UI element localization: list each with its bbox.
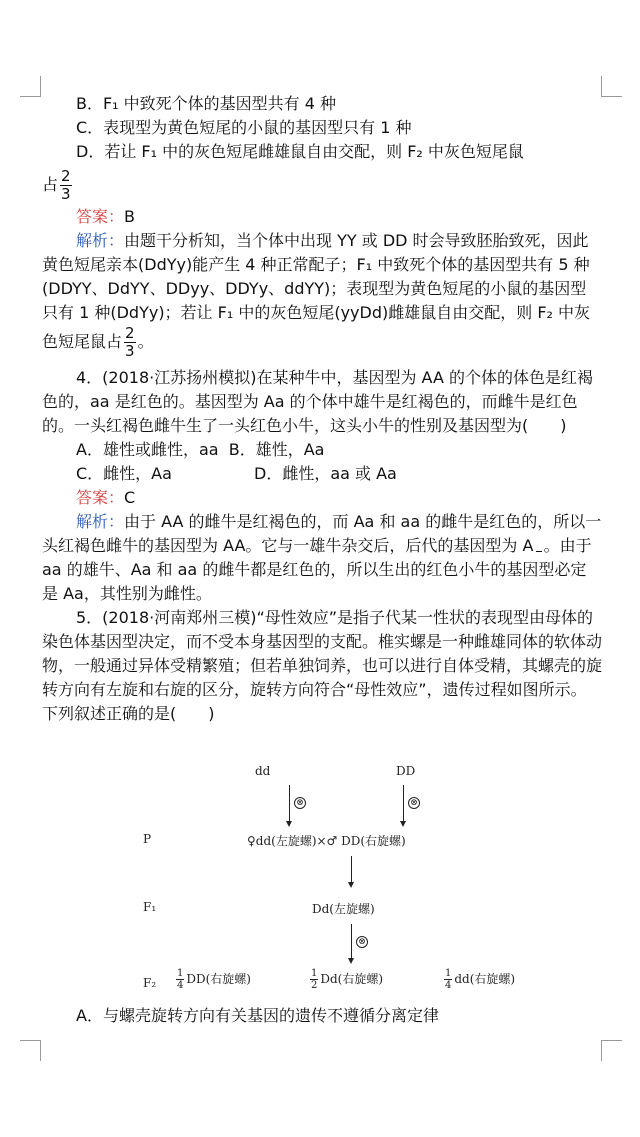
page-corner-mark (601, 76, 622, 97)
analysis-label: 解析： (76, 231, 125, 250)
arrow-down (289, 785, 290, 825)
question-5-option-a: A．与螺壳旋转方向有关基因的遗传不遵循分离定律 (76, 1006, 439, 1025)
answer-line (42, 486, 602, 510)
page-corner-mark (20, 76, 41, 97)
answer-line (42, 205, 602, 229)
f2-genotype-dd-recessive: $\frac{1}{4}$ dd(右旋螺) (445, 968, 516, 991)
answer-value: B (124, 207, 135, 226)
row-label-f2: F₂ (143, 976, 157, 990)
page-corner-mark (20, 1040, 41, 1061)
arrow-down (351, 856, 352, 886)
row-label-f1: F₁ (143, 900, 157, 914)
option-b: B．F₁ 中致死个体的基因型共有 4 种 (76, 94, 337, 113)
option-c: C．雌性，Aa (76, 464, 172, 483)
question-4-options-cd (42, 462, 602, 486)
row-label-p: P (143, 832, 152, 846)
fraction: $\frac{1}{4}$ (445, 968, 452, 991)
diagram-top-right: DD (396, 764, 416, 778)
analysis-paragraph: 解析：由于 AA 的雌牛是红褐色的，而 Aa 和 aa 的雌牛是红色的，所以一头红褐色雌牛的基因型为 AA。它与一雄牛杂交后，后代的基因型为 A 。由于 aa 的雄牛、Aa 和 aa 的雌牛都是红色的，所以生出的红色小牛的基因型必定是 Aa，其性别为雌性。 (42, 512, 602, 603)
question-5-stem: 5．(2018·河南郑州三模)“母性效应”是指子代某一性状的表现型由母体的染色体基因型决定，而不受本身基因型的支配。椎实螺是一种雌雄同体的软体动物，一般通过异体受精繁殖；但若单独饲养，也可以进行自体受精，其螺壳的旋转方向有左旋和右旋的区分，旋转方向符合“母性效应”，遗传过程如图所示。下列叙述正确的是( ) (42, 608, 603, 723)
page-corner-mark (601, 1040, 622, 1061)
diagram-top-left: dd (255, 764, 271, 778)
arrow-down (403, 785, 404, 825)
fraction: $\frac{2}{3}$ (125, 324, 135, 360)
fraction: $\frac{1}{4}$ (177, 968, 184, 991)
f2-genotype-dd-hetero: $\frac{1}{2}$ Dd(右旋螺) (311, 968, 384, 991)
option-c: C．表现型为黄色短尾的小鼠的基因型只有 1 种 (76, 118, 412, 137)
fraction: $\frac{2}{3}$ (61, 167, 71, 203)
selfing-symbol: ⊗ (408, 797, 420, 809)
inheritance-diagram (0, 760, 640, 1000)
option-d-continued: 占 $\frac{2}{3}$ (42, 167, 71, 203)
option-d: D．雌性，aa 或 Aa (254, 464, 397, 483)
arrow-down (351, 924, 352, 962)
parent-cross: ♀dd(左旋螺)×♂ DD(右旋螺) (247, 834, 406, 848)
answer-label: 答案： (76, 207, 125, 226)
selfing-symbol: ⊗ (356, 936, 368, 948)
answer-value: C (124, 488, 136, 507)
document-body (42, 92, 602, 726)
answer-label: 答案： (76, 488, 125, 507)
option-d: D．若让 F₁ 中的灰色短尾雌雄鼠自由交配，则 F₂ 中灰色短尾鼠 (76, 142, 524, 161)
question-4-options-ab (42, 438, 602, 462)
question-4-stem: 4．(2018·江苏扬州模拟)在某种牛中，基因型为 AA 的个体的体色是红褐色的，aa 是红色的。基因型为 Aa 的个体中雄牛是红褐色的，而雌牛是红色的。一头红褐色雌牛生了一头红色小牛，这头小牛的性别及基因型为( ) (42, 368, 593, 435)
option-a: A．雄性或雌性，aa (76, 440, 219, 459)
fraction: $\frac{1}{2}$ (311, 968, 318, 991)
f2-genotype-dd-dominant: $\frac{1}{4}$ DD(右旋螺) (177, 968, 251, 991)
selfing-symbol: ⊗ (294, 797, 306, 809)
f1-genotype: Dd(左旋螺) (312, 902, 375, 916)
analysis-paragraph: 解析：由题干分析知，当个体中出现 YY 或 DD 时会导致胚胎致死，因此黄色短尾亲本(DdYy)能产生 4 种正常配子；F₁ 中致死个体的基因型共有 5 种(DDYY、DdYY、DDyy、DDYy、ddYY)；表现型为黄色短尾的小鼠的基因型只有 1 种(DdYy)；若让 F₁ 中的灰色短尾(yyDd)雌雄鼠自由交配，则 F₂ 中灰色短尾鼠占 $\frac{2}{3}$ 。 (42, 231, 591, 360)
analysis-label: 解析： (76, 512, 125, 531)
option-b: B．雄性，Aa (228, 440, 325, 459)
